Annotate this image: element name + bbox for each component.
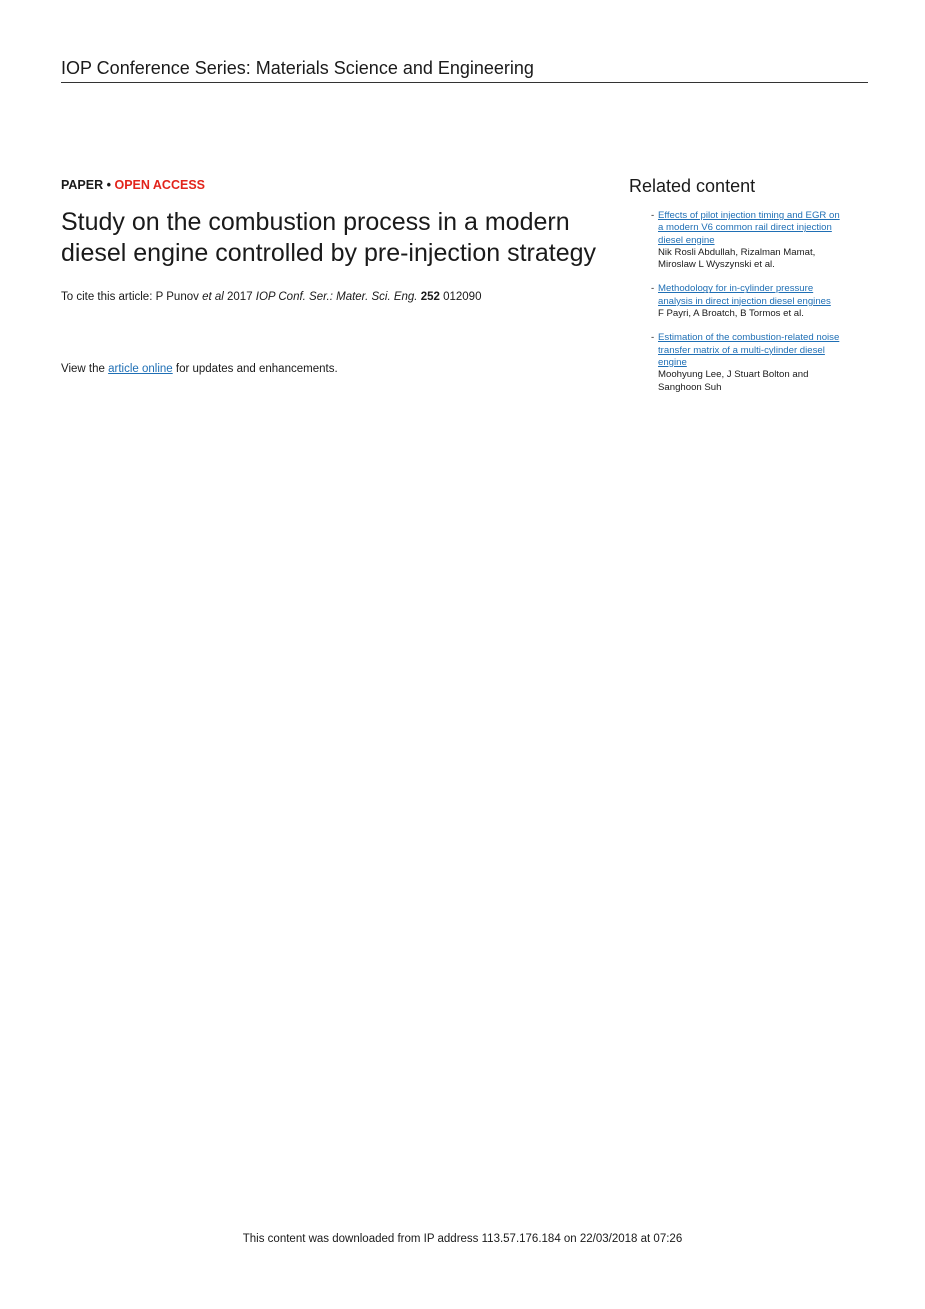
related-title-line: engine xyxy=(658,356,687,368)
related-item-link[interactable] xyxy=(658,332,874,369)
related-authors-line: Nik Rosli Abdullah, Rizalman Mamat, xyxy=(658,246,816,258)
related-authors-line: F Payri, A Broatch, B Tormos et al. xyxy=(658,308,804,320)
related-item xyxy=(629,332,874,393)
related-title-line: Methodology for in-cylinder pressure xyxy=(658,283,814,295)
article-title-line-1: Study on the combustion process in a modern xyxy=(61,208,570,236)
citation xyxy=(61,290,481,304)
list-dash: - xyxy=(651,210,655,221)
journal-name: IOP Conference Series: Materials Science and Engineering xyxy=(61,58,534,78)
list-dash: - xyxy=(651,283,655,295)
related-title-line: a modern V6 common rail direct injection xyxy=(658,222,832,234)
related-title-line: Effects of pilot injection timing and EGR on xyxy=(658,210,840,221)
related-title-line: Estimation of the combustion-related noise xyxy=(658,332,840,344)
citation-et-al: et al xyxy=(202,291,224,303)
related-title-line: diesel engine xyxy=(658,234,715,246)
list-dash: - xyxy=(651,332,655,344)
related-title-line: transfer matrix of a multi-cylinder diesel xyxy=(658,344,825,356)
related-item-link[interactable] xyxy=(658,283,874,308)
view-suffix: for updates and enhancements. xyxy=(172,363,338,375)
related-authors-line: Sanghoon Suh xyxy=(658,381,722,393)
paper-tagline xyxy=(61,177,205,193)
related-authors-line: Moohyung Lee, J Stuart Bolton and xyxy=(658,369,809,381)
article-title-line-2: diesel engine controlled by pre-injection strategy xyxy=(61,239,597,267)
view-online-notice xyxy=(61,362,338,376)
related-item xyxy=(629,210,874,271)
related-authors-line: Miroslaw L Wyszynski et al. xyxy=(658,259,775,271)
journal-header xyxy=(61,57,868,83)
open-access-badge: OPEN ACCESS xyxy=(114,178,205,192)
related-item xyxy=(629,283,874,320)
citation-year: 2017 xyxy=(223,291,256,303)
related-content-panel xyxy=(629,175,874,406)
tagline-separator: • xyxy=(103,178,115,192)
related-title-line: analysis in direct injection diesel engines xyxy=(658,295,831,307)
citation-article-number: 012090 xyxy=(439,291,482,303)
view-prefix: View the xyxy=(61,363,109,375)
article-online-link[interactable]: article online xyxy=(108,363,173,375)
citation-prefix: To cite this article: P Punov xyxy=(61,291,203,303)
article-title xyxy=(61,207,621,269)
citation-volume: 252 xyxy=(420,291,440,303)
citation-journal: IOP Conf. Ser.: Mater. Sci. Eng. xyxy=(255,291,418,303)
download-footer: This content was downloaded from IP address 113.57.176.184 on 22/03/2018 at 07:26 xyxy=(242,1233,683,1245)
paper-label: PAPER xyxy=(61,178,104,192)
related-item-link[interactable] xyxy=(658,210,874,247)
related-content-heading: Related content xyxy=(629,176,756,196)
